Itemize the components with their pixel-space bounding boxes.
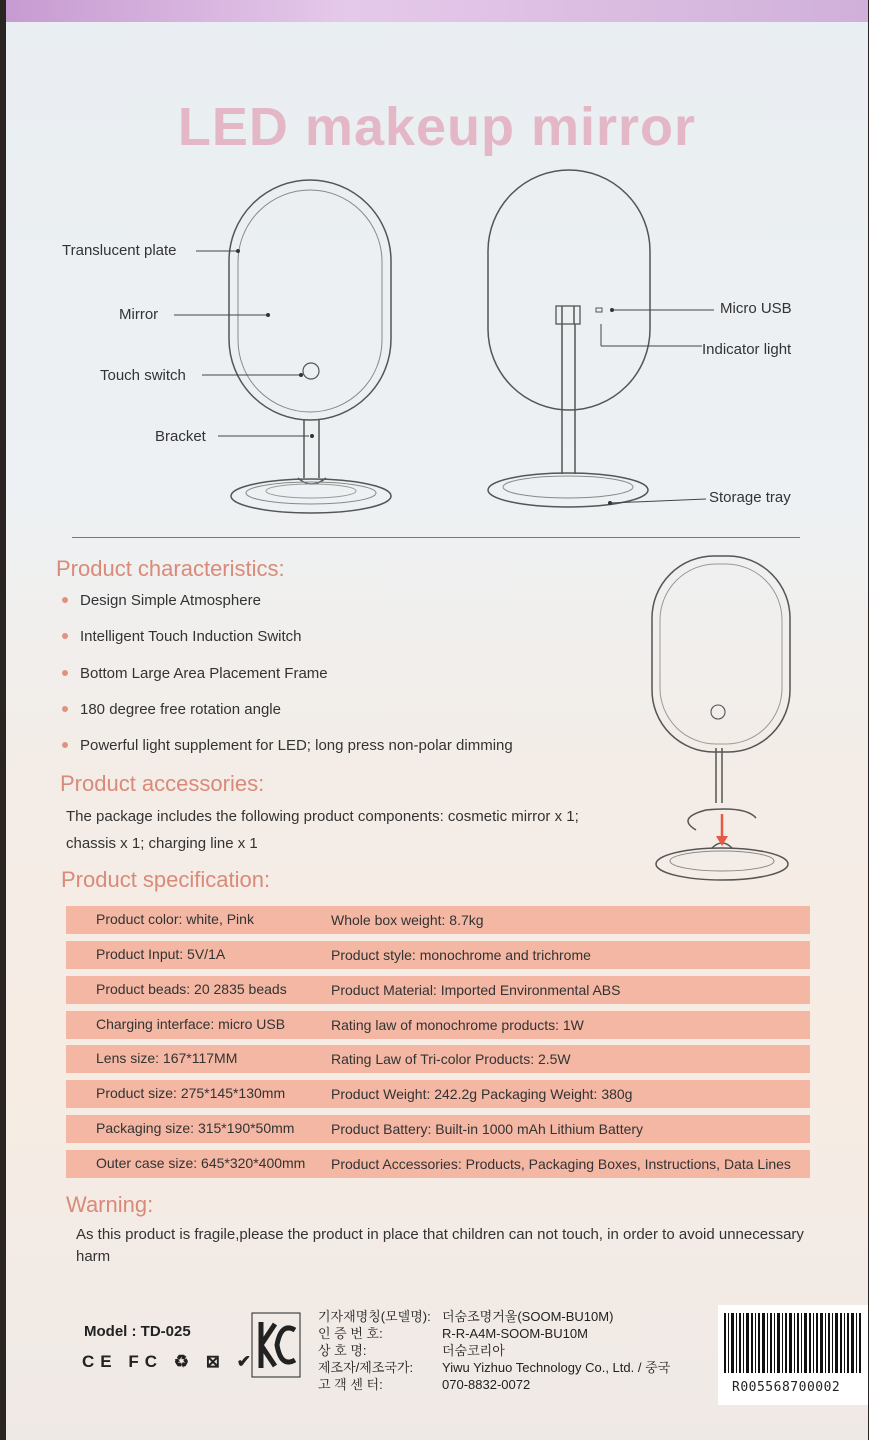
bullet-icon <box>62 742 68 748</box>
barcode-number: R005568700002 <box>732 1380 841 1395</box>
characteristic-item: Bottom Large Area Placement Frame <box>62 665 328 682</box>
model-number: Model : TD-025 <box>84 1323 191 1340</box>
spec-row: Product Input: 5V/1A Product style: monochrome and trichrome <box>66 941 810 969</box>
label-translucent-plate: Translucent plate <box>62 242 177 259</box>
divider <box>72 537 800 538</box>
spec-row: Charging interface: micro USB Rating law of monochrome products: 1W <box>66 1011 810 1039</box>
characteristic-item: Powerful light supplement for LED; long press non-polar dimming <box>62 737 513 754</box>
label-indicator-light: Indicator light <box>702 341 792 358</box>
barcode-icon <box>718 1305 868 1377</box>
bullet-icon <box>62 597 68 603</box>
top-band <box>6 0 868 22</box>
korean-info-table <box>318 1308 670 1393</box>
characteristic-item: Design Simple Atmosphere <box>62 592 261 609</box>
spec-row: Product beads: 20 2835 beads Product Material: Imported Environmental ABS <box>66 976 810 1004</box>
rotation-diagram <box>636 548 826 888</box>
certification-marks <box>82 1352 257 1372</box>
barcode-sticker <box>718 1305 868 1405</box>
characteristic-item: 180 degree free rotation angle <box>62 701 281 718</box>
label-micro-usb: Micro USB <box>720 300 792 317</box>
check-mark-icon: ✔ <box>236 1352 257 1371</box>
back-mirror-drawing <box>488 170 650 507</box>
info-row: 상 호 명: 더숨코리아 <box>318 1343 505 1358</box>
label-mirror: Mirror <box>119 306 159 323</box>
spec-row: Product color: white, Pink Whole box weight: 8.7kg <box>66 906 810 934</box>
spec-row: Outer case size: 645*320*400mm Product Accessories: Products, Packaging Boxes, Instructions, Data Lines <box>66 1150 810 1178</box>
weee-bin-icon: ⊠ <box>205 1352 226 1371</box>
package-back-panel <box>6 0 868 1440</box>
recycle-icon: ♻ <box>173 1352 195 1371</box>
info-row: 고 객 센 터: 070-8832-0072 <box>318 1377 531 1392</box>
characteristic-item: Intelligent Touch Induction Switch <box>62 628 302 645</box>
ce-fc-marks: CE FC <box>82 1352 163 1371</box>
spec-row: Lens size: 167*117MM Rating Law of Tri-color Products: 2.5W <box>66 1045 810 1073</box>
warning-text: As this product is fragile,please the product in place that children can not touch, in order to avoid unnecessary harm <box>76 1226 804 1265</box>
characteristics-heading: Product characteristics: <box>56 556 285 581</box>
spec-row: Product size: 275*145*130mm Product Weight: 242.2g Packaging Weight: 380g <box>66 1080 810 1108</box>
accessories-text: The package includes the following product components: cosmetic mirror x 1; chassis x 1; charging line x 1 <box>66 808 579 852</box>
warning-heading: Warning: <box>66 1192 154 1217</box>
bullet-icon <box>62 670 68 676</box>
product-title: LED makeup mirror <box>177 97 697 157</box>
info-row: 인 증 번 호: R-R-A4M-SOOM-BU10M <box>318 1326 588 1341</box>
bullet-icon <box>62 633 68 639</box>
front-mirror-drawing <box>229 180 391 513</box>
label-bracket: Bracket <box>155 428 206 445</box>
bullet-icon <box>62 706 68 712</box>
spec-row: Packaging size: 315*190*50mm Product Battery: Built-in 1000 mAh Lithium Battery <box>66 1115 810 1143</box>
accessories-heading: Product accessories: <box>60 771 265 796</box>
info-row: 기자재명칭(모델명): 더숨조명거울(SOOM-BU10M) <box>318 1309 614 1324</box>
kc-cert-icon <box>251 1312 301 1378</box>
specification-heading: Product specification: <box>61 867 271 892</box>
label-storage-tray: Storage tray <box>709 489 791 506</box>
leader-lines <box>174 251 714 503</box>
info-row: 제조자/제조국가: Yiwu Yizhuo Technology Co., Ltd. / 중국 <box>318 1360 671 1375</box>
label-touch-switch: Touch switch <box>100 367 186 384</box>
